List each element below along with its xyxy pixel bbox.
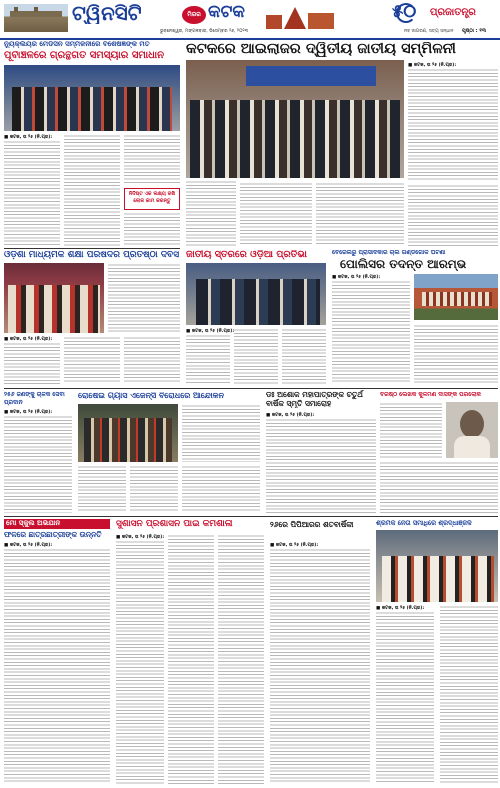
- lead-body-col3: [316, 182, 404, 246]
- top-left-kicker: ନ୍ୟୁକ୍ଲିୟର ମେଡିସିନ ସମ୍ମିଳନୀରେ ବିଶେଷଜ୍ଞଙ୍କ ମତ: [4, 41, 150, 48]
- top-left-body-col1: [4, 140, 60, 246]
- lead-body-col4: [408, 184, 498, 246]
- vendor-photo: [78, 404, 178, 462]
- bottom2-byline: ■ କଟକ, ତା ୨୫ (ନି.ପ୍ର):: [116, 535, 165, 540]
- bottom2-body-col1: [116, 540, 164, 784]
- section-rule-2: [4, 388, 498, 389]
- police-body-col2: [414, 324, 498, 384]
- national-level-byline: ■ କଟକ, ତା ୨୫ (ନି.ପ୍ର):: [186, 329, 235, 334]
- bottom1-headline: ଫଳରେ ଛାତ୍ରଛାତ୍ରୀଙ୍କ ଉନ୍ନତି: [4, 531, 102, 539]
- masthead-dateline: ଭୁବନେଶ୍ୱର, ମଙ୍ଗଳବାର, ଡିସେମ୍ବର ୨୬, ୨୦୨୩: [160, 29, 249, 34]
- police-byline: ■ କଟକ, ତା ୨୫ (ନି.ପ୍ର):: [332, 275, 381, 280]
- vendor-body-col3: [182, 465, 260, 513]
- col1-headline: ୨୫୬ ଜଣଙ୍କୁ ଚାଳକ ସେବା ପ୍ରଦାନ: [4, 391, 65, 406]
- memorial-headline: ଡଃ ଅଶୋକ ମହାପାତ୍ରଙ୍କ ଚତୁର୍ଥ ବାର୍ଷିକ ସ୍ମୃତି ସମାରୋହ: [266, 390, 363, 408]
- memorial-body-col1: [266, 418, 376, 513]
- national-level-body-col3: [282, 328, 326, 384]
- masthead-badge: [182, 6, 206, 24]
- bottom4-byline: ■ କଟକ, ତା ୨୫ (ନି.ପ୍ର):: [376, 606, 425, 611]
- odisha-education-headline: ଓଡ଼ିଶା ମାଧ୍ୟମିକ ଶିକ୍ଷା ପରିଷଦର ପ୍ରତିଷ୍ଠା ଦିବସ: [4, 251, 180, 260]
- odisha-education-byline: ■ କଟକ, ତା ୨୫ (ନି.ପ୍ର):: [4, 337, 53, 342]
- top-left-body-col2: [64, 134, 120, 246]
- lead-headline: କଟକରେ ଆଇଲାଜର ଦ୍ୱିତୀୟ ଜାତୀୟ ସମ୍ମିଳନୀ: [186, 42, 456, 57]
- bottom4-photo: [376, 530, 498, 602]
- section-rule-1: [4, 248, 180, 249]
- box-body: [124, 212, 180, 246]
- obituary-portrait: [446, 402, 498, 458]
- odisha-education-body-col1: [4, 342, 60, 384]
- bottom1-byline: ■ କଟକ, ତା ୨୫ (ନି.ପ୍ର):: [4, 543, 53, 548]
- masthead: [0, 0, 500, 38]
- anniversary-logo-icon: [396, 3, 416, 23]
- masthead-city: କଟକ: [208, 4, 245, 22]
- bottom4-body-col1: [376, 611, 434, 784]
- top-left-headline: ପୂର୍ବାଞ୍ଚଳରେ ଗ୍ରନ୍ଥିଗତ ସମସ୍ୟାର ସମାଧାନ: [4, 51, 165, 61]
- police-body-col1: [332, 280, 410, 384]
- lead-byline: ■ କଟକ, ତା ୨୫ (ନି.ପ୍ର):: [408, 63, 457, 68]
- police-kicker: ବେରେଲିରୁ ପ୍ରାସାଦିକାର ଚାଲି ଗଣ୍ଡଗୋଳ ଘଟଣା: [332, 250, 446, 256]
- bottom4-body-col2: [440, 605, 498, 784]
- bottom3-body: [270, 548, 370, 784]
- masthead-badge-text: ମିରର: [187, 11, 201, 18]
- vendor-body-col2: [130, 465, 178, 513]
- lead-photo: [186, 60, 404, 178]
- top-left-body-col3: [124, 134, 180, 184]
- top-left-byline: ■ କଟକ, ତା ୨୫ (ନି.ପ୍ର):: [4, 135, 53, 140]
- police-photo: [414, 274, 498, 320]
- odisha-education-photo: [4, 263, 104, 333]
- obituary-headline: ବରିଷ୍ଠ ଲେଖକ କୁଳମଣି ଦାସଙ୍କ ପରଲୋକ: [380, 392, 481, 398]
- odisha-education-body-col3: [124, 336, 180, 384]
- masthead-temple-image: [264, 3, 336, 29]
- masthead-fort-image: [4, 4, 68, 32]
- highlight-box: [124, 188, 180, 210]
- bottom1-kicker: ମୋ ସ୍କୁଲ ଅଭିଯାନ: [6, 520, 61, 527]
- anniversary-logo: ୫୦: [392, 3, 417, 22]
- national-level-headline: ଜାତୀୟ ସ୍ତରରେ ଓଡ଼ିଆ ପ୍ରତିଭା: [186, 250, 307, 260]
- bottom1-body: [4, 548, 110, 784]
- memorial-byline: ■ କଟକ, ତା ୨୫ (ନି.ପ୍ର):: [266, 413, 315, 418]
- brand-name: ପ୍ରଜାତନ୍ତ୍ର: [430, 8, 476, 18]
- bottom1-kicker-band: [4, 519, 110, 529]
- police-headline: ପୋଲିସର ତଦନ୍ତ ଆରମ୍ଭ: [340, 258, 467, 271]
- col1-body: [4, 415, 72, 513]
- bottom4-headline: ଶ୍ରମିକ ନେତା ସମାଧିରେ ଶ୍ରଦ୍ଧାଞ୍ଜଳି: [376, 520, 472, 527]
- bottom3-headline: ୨୬ରେ ପିପିଆରର ଶତବାର୍ଷିକୀ: [270, 520, 354, 529]
- page-number: ପୃଷ୍ଠା : ୧୩: [462, 28, 486, 34]
- odisha-education-body-col2: [64, 336, 120, 384]
- bottom3-byline: ■ କଟକ, ତା ୨୫ (ନି.ପ୍ର):: [270, 543, 319, 548]
- masthead-divider: [0, 38, 500, 40]
- masthead-tagline: ନବ ଜାଗରଣ, ସତ୍ୟ ସନ୍ଧାନ: [404, 29, 454, 34]
- top-left-photo: [4, 65, 180, 131]
- bottom2-headline: ସୁଶାସନ ପ୍ରଶାସନ ପାଇଁ କର୍ମଶାଳା: [116, 520, 233, 529]
- bottom2-body-col3: [218, 534, 264, 784]
- odisha-education-body-right: [108, 263, 180, 333]
- obituary-body-col1: [380, 402, 442, 458]
- vendor-body-col1: [78, 465, 126, 513]
- masthead-title: ଟ୍ୱିନସିଟି: [72, 3, 142, 24]
- section-rule-3: [4, 516, 498, 517]
- lead-body-right: [408, 68, 498, 180]
- lead-body-col1: [186, 180, 236, 246]
- national-level-body-col1: [186, 334, 230, 384]
- bottom2-body-col2: [168, 534, 214, 784]
- vendor-headline: ରୋଷେଇ ଗ୍ୟାସ ଏଜେନ୍ସି ବିରୋଧରେ ଆନ୍ଦୋଳନ: [78, 392, 224, 400]
- national-level-body-col2: [234, 328, 278, 384]
- highlight-box-headline: ନିର୍ଦ୍ଦିଷ୍ଟ ଏକ ଲକ୍ଷ୍ୟ ରଖି ଲୋକ କାମ କରନ୍ତୁ: [128, 191, 176, 204]
- col1-byline: ■ କଟକ, ତା ୨୫ (ନି.ପ୍ର):: [4, 410, 53, 415]
- lead-body-col2: [240, 182, 312, 246]
- vendor-body-right: [182, 404, 260, 462]
- obituary-body-col2: [380, 461, 498, 513]
- national-level-photo: [186, 263, 326, 325]
